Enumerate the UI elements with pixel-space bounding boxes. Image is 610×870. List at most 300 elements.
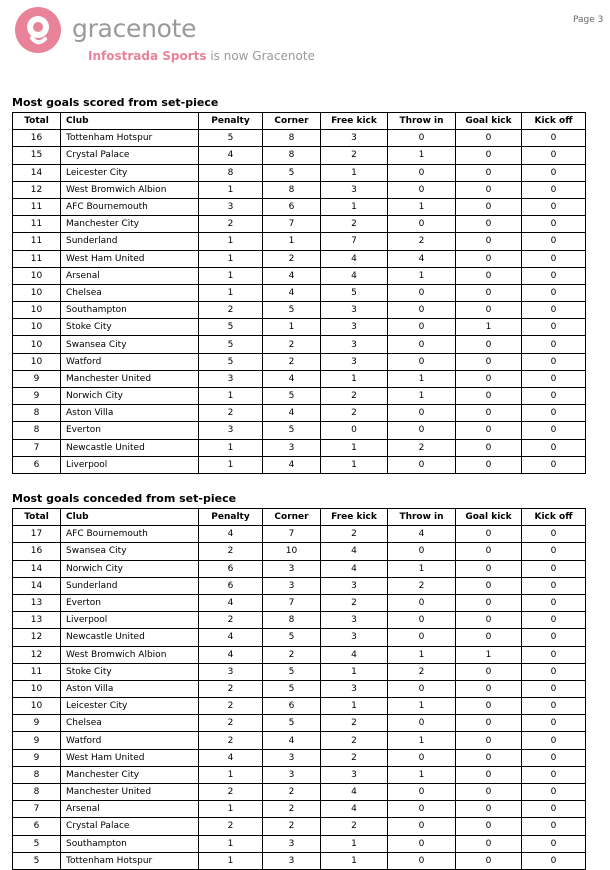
corner-cell: 5 — [263, 302, 321, 319]
throw-in-cell: 1 — [388, 560, 456, 577]
penalty-cell: 8 — [199, 164, 263, 181]
column-header-club: Club — [61, 509, 199, 526]
penalty-cell: 1 — [199, 267, 263, 284]
club-cell: Manchester United — [61, 370, 199, 387]
kick-off-cell: 0 — [522, 198, 586, 215]
goal-kick-cell: 0 — [456, 439, 522, 456]
goal-kick-cell: 0 — [456, 456, 522, 473]
goal-kick-cell: 0 — [456, 852, 522, 869]
table-row — [13, 319, 586, 336]
column-header-kick-off: Kick off — [522, 509, 586, 526]
club-cell: Swansea City — [61, 336, 199, 353]
club-cell: Everton — [61, 422, 199, 439]
penalty-cell: 2 — [199, 216, 263, 233]
table-row — [13, 698, 586, 715]
kick-off-cell: 0 — [522, 302, 586, 319]
table-row — [13, 749, 586, 766]
penalty-cell: 1 — [199, 284, 263, 301]
free-kick-cell: 3 — [321, 319, 388, 336]
club-cell: Leicester City — [61, 164, 199, 181]
kick-off-cell: 0 — [522, 284, 586, 301]
free-kick-cell: 2 — [321, 818, 388, 835]
kick-off-cell: 0 — [522, 147, 586, 164]
kick-off-cell: 0 — [522, 439, 586, 456]
corner-cell: 2 — [263, 818, 321, 835]
club-cell: West Bromwich Albion — [61, 646, 199, 663]
kick-off-cell: 0 — [522, 801, 586, 818]
goal-kick-cell: 0 — [456, 715, 522, 732]
kick-off-cell: 0 — [522, 766, 586, 783]
page-number: Page 3 — [573, 15, 604, 25]
kick-off-cell: 0 — [522, 422, 586, 439]
corner-cell: 8 — [263, 612, 321, 629]
free-kick-cell: 2 — [321, 147, 388, 164]
corner-cell: 2 — [263, 646, 321, 663]
column-header-free-kick: Free kick — [321, 509, 388, 526]
free-kick-cell: 2 — [321, 526, 388, 543]
column-header-throw-in: Throw in — [388, 509, 456, 526]
table-row — [13, 715, 586, 732]
kick-off-cell: 0 — [522, 629, 586, 646]
throw-in-cell: 0 — [388, 130, 456, 147]
kick-off-cell: 0 — [522, 267, 586, 284]
free-kick-cell: 2 — [321, 594, 388, 611]
kick-off-cell: 0 — [522, 181, 586, 198]
total-cell: 7 — [13, 439, 61, 456]
throw-in-cell: 0 — [388, 302, 456, 319]
penalty-cell: 1 — [199, 388, 263, 405]
corner-cell: 10 — [263, 543, 321, 560]
goal-kick-cell: 0 — [456, 749, 522, 766]
total-cell: 11 — [13, 233, 61, 250]
throw-in-cell: 0 — [388, 835, 456, 852]
table-row — [13, 302, 586, 319]
corner-cell: 5 — [263, 680, 321, 697]
free-kick-cell: 1 — [321, 835, 388, 852]
free-kick-cell: 4 — [321, 250, 388, 267]
goal-kick-cell: 0 — [456, 629, 522, 646]
table-row — [13, 250, 586, 267]
free-kick-cell: 3 — [321, 130, 388, 147]
penalty-cell: 1 — [199, 439, 263, 456]
table-row — [13, 629, 586, 646]
table-row — [13, 560, 586, 577]
table-row — [13, 405, 586, 422]
penalty-cell: 1 — [199, 801, 263, 818]
penalty-cell: 4 — [199, 147, 263, 164]
goal-kick-cell: 0 — [456, 543, 522, 560]
goal-kick-cell: 0 — [456, 560, 522, 577]
penalty-cell: 1 — [199, 766, 263, 783]
total-cell: 9 — [13, 388, 61, 405]
throw-in-cell: 0 — [388, 852, 456, 869]
throw-in-cell: 1 — [388, 732, 456, 749]
penalty-cell: 3 — [199, 663, 263, 680]
throw-in-cell: 2 — [388, 663, 456, 680]
free-kick-cell: 1 — [321, 370, 388, 387]
table-row — [13, 422, 586, 439]
goal-kick-cell: 1 — [456, 646, 522, 663]
free-kick-cell: 4 — [321, 784, 388, 801]
penalty-cell: 1 — [199, 233, 263, 250]
corner-cell: 3 — [263, 577, 321, 594]
goal-kick-cell: 0 — [456, 801, 522, 818]
kick-off-cell: 0 — [522, 405, 586, 422]
total-cell: 9 — [13, 732, 61, 749]
club-cell: Norwich City — [61, 388, 199, 405]
free-kick-cell: 1 — [321, 439, 388, 456]
penalty-cell: 2 — [199, 818, 263, 835]
goal-kick-cell: 0 — [456, 422, 522, 439]
club-cell: Watford — [61, 353, 199, 370]
table-row — [13, 594, 586, 611]
corner-cell: 5 — [263, 715, 321, 732]
kick-off-cell: 0 — [522, 130, 586, 147]
table-row — [13, 370, 586, 387]
total-cell: 8 — [13, 405, 61, 422]
tagline-accent: Infostrada Sports — [88, 49, 207, 63]
penalty-cell: 6 — [199, 560, 263, 577]
corner-cell: 4 — [263, 284, 321, 301]
throw-in-cell: 0 — [388, 629, 456, 646]
goal-kick-cell: 0 — [456, 766, 522, 783]
penalty-cell: 3 — [199, 198, 263, 215]
club-cell: Sunderland — [61, 233, 199, 250]
free-kick-cell: 1 — [321, 663, 388, 680]
corner-cell: 1 — [263, 319, 321, 336]
total-cell: 16 — [13, 543, 61, 560]
kick-off-cell: 0 — [522, 663, 586, 680]
table-row — [13, 130, 586, 147]
club-cell: Arsenal — [61, 801, 199, 818]
goal-kick-cell: 0 — [456, 784, 522, 801]
club-cell: Tottenham Hotspur — [61, 852, 199, 869]
throw-in-cell: 0 — [388, 818, 456, 835]
goal-kick-cell: 0 — [456, 405, 522, 422]
club-cell: Liverpool — [61, 456, 199, 473]
club-cell: Southampton — [61, 835, 199, 852]
penalty-cell: 2 — [199, 543, 263, 560]
club-cell: Tottenham Hotspur — [61, 130, 199, 147]
column-header-throw-in: Throw in — [388, 113, 456, 130]
free-kick-cell: 3 — [321, 577, 388, 594]
table-row — [13, 181, 586, 198]
corner-cell: 3 — [263, 560, 321, 577]
kick-off-cell: 0 — [522, 680, 586, 697]
throw-in-cell: 0 — [388, 784, 456, 801]
column-header-goal-kick: Goal kick — [456, 113, 522, 130]
throw-in-cell: 2 — [388, 577, 456, 594]
throw-in-cell: 1 — [388, 147, 456, 164]
penalty-cell: 5 — [199, 353, 263, 370]
club-cell: Chelsea — [61, 715, 199, 732]
goal-kick-cell: 0 — [456, 835, 522, 852]
table-row — [13, 147, 586, 164]
goal-kick-cell: 0 — [456, 302, 522, 319]
kick-off-cell: 0 — [522, 732, 586, 749]
goal-kick-cell: 0 — [456, 198, 522, 215]
kick-off-cell: 0 — [522, 216, 586, 233]
throw-in-cell: 0 — [388, 405, 456, 422]
goal-kick-cell: 0 — [456, 284, 522, 301]
free-kick-cell: 4 — [321, 267, 388, 284]
total-cell: 14 — [13, 577, 61, 594]
corner-cell: 6 — [263, 698, 321, 715]
corner-cell: 2 — [263, 250, 321, 267]
total-cell: 16 — [13, 130, 61, 147]
penalty-cell: 2 — [199, 732, 263, 749]
penalty-cell: 5 — [199, 130, 263, 147]
club-cell: Arsenal — [61, 267, 199, 284]
kick-off-cell: 0 — [522, 388, 586, 405]
free-kick-cell: 0 — [321, 422, 388, 439]
penalty-cell: 4 — [199, 526, 263, 543]
club-cell: Crystal Palace — [61, 818, 199, 835]
corner-cell: 6 — [263, 198, 321, 215]
free-kick-cell: 7 — [321, 233, 388, 250]
free-kick-cell: 4 — [321, 543, 388, 560]
kick-off-cell: 0 — [522, 749, 586, 766]
kick-off-cell: 0 — [522, 543, 586, 560]
brand-name: gracenote — [72, 14, 197, 43]
corner-cell: 5 — [263, 629, 321, 646]
throw-in-cell: 1 — [388, 698, 456, 715]
total-cell: 14 — [13, 560, 61, 577]
column-header-total: Total — [13, 509, 61, 526]
free-kick-cell: 2 — [321, 388, 388, 405]
club-cell: Newcastle United — [61, 629, 199, 646]
scored-table — [12, 112, 586, 474]
throw-in-cell: 0 — [388, 336, 456, 353]
throw-in-cell: 2 — [388, 439, 456, 456]
corner-cell: 7 — [263, 526, 321, 543]
conceded-title: Most goals conceded from set-piece — [12, 492, 237, 505]
free-kick-cell: 2 — [321, 732, 388, 749]
free-kick-cell: 3 — [321, 680, 388, 697]
goal-kick-cell: 0 — [456, 612, 522, 629]
club-cell: Stoke City — [61, 319, 199, 336]
penalty-cell: 4 — [199, 646, 263, 663]
total-cell: 11 — [13, 250, 61, 267]
kick-off-cell: 0 — [522, 250, 586, 267]
club-cell: Newcastle United — [61, 439, 199, 456]
club-cell: Manchester City — [61, 216, 199, 233]
total-cell: 13 — [13, 594, 61, 611]
corner-cell: 4 — [263, 267, 321, 284]
club-cell: AFC Bournemouth — [61, 526, 199, 543]
total-cell: 10 — [13, 698, 61, 715]
free-kick-cell: 3 — [321, 612, 388, 629]
column-header-free-kick: Free kick — [321, 113, 388, 130]
table-row — [13, 766, 586, 783]
free-kick-cell: 1 — [321, 698, 388, 715]
total-cell: 17 — [13, 526, 61, 543]
column-header-total: Total — [13, 113, 61, 130]
corner-cell: 3 — [263, 439, 321, 456]
penalty-cell: 4 — [199, 594, 263, 611]
penalty-cell: 1 — [199, 250, 263, 267]
kick-off-cell: 0 — [522, 233, 586, 250]
free-kick-cell: 3 — [321, 766, 388, 783]
corner-cell: 5 — [263, 422, 321, 439]
kick-off-cell: 0 — [522, 594, 586, 611]
kick-off-cell: 0 — [522, 164, 586, 181]
penalty-cell: 1 — [199, 181, 263, 198]
total-cell: 5 — [13, 852, 61, 869]
goal-kick-cell: 0 — [456, 267, 522, 284]
table-header-row — [13, 113, 586, 130]
corner-cell: 3 — [263, 835, 321, 852]
throw-in-cell: 1 — [388, 198, 456, 215]
table-row — [13, 852, 586, 869]
corner-cell: 4 — [263, 370, 321, 387]
corner-cell: 2 — [263, 336, 321, 353]
corner-cell: 4 — [263, 405, 321, 422]
total-cell: 12 — [13, 646, 61, 663]
conceded-table — [12, 508, 586, 870]
kick-off-cell: 0 — [522, 336, 586, 353]
throw-in-cell: 1 — [388, 267, 456, 284]
table-row — [13, 439, 586, 456]
corner-cell: 2 — [263, 353, 321, 370]
penalty-cell: 2 — [199, 612, 263, 629]
table-row — [13, 198, 586, 215]
table-row — [13, 336, 586, 353]
total-cell: 10 — [13, 680, 61, 697]
kick-off-cell: 0 — [522, 698, 586, 715]
column-header-goal-kick: Goal kick — [456, 509, 522, 526]
total-cell: 10 — [13, 267, 61, 284]
kick-off-cell: 0 — [522, 852, 586, 869]
throw-in-cell: 1 — [388, 370, 456, 387]
goal-kick-cell: 0 — [456, 164, 522, 181]
table-header-row — [13, 509, 586, 526]
penalty-cell: 2 — [199, 784, 263, 801]
club-cell: Aston Villa — [61, 405, 199, 422]
kick-off-cell: 0 — [522, 612, 586, 629]
free-kick-cell: 3 — [321, 336, 388, 353]
free-kick-cell: 3 — [321, 181, 388, 198]
total-cell: 10 — [13, 353, 61, 370]
throw-in-cell: 0 — [388, 680, 456, 697]
table-row — [13, 801, 586, 818]
penalty-cell: 5 — [199, 336, 263, 353]
table-row — [13, 164, 586, 181]
corner-cell: 1 — [263, 233, 321, 250]
goal-kick-cell: 0 — [456, 181, 522, 198]
corner-cell: 2 — [263, 801, 321, 818]
goal-kick-cell: 0 — [456, 594, 522, 611]
club-cell: Liverpool — [61, 612, 199, 629]
penalty-cell: 4 — [199, 749, 263, 766]
club-cell: Crystal Palace — [61, 147, 199, 164]
table-row — [13, 267, 586, 284]
corner-cell: 4 — [263, 456, 321, 473]
penalty-cell: 2 — [199, 405, 263, 422]
goal-kick-cell: 0 — [456, 732, 522, 749]
total-cell: 9 — [13, 370, 61, 387]
free-kick-cell: 2 — [321, 715, 388, 732]
club-cell: Aston Villa — [61, 680, 199, 697]
goal-kick-cell: 0 — [456, 130, 522, 147]
throw-in-cell: 0 — [388, 353, 456, 370]
club-cell: West Bromwich Albion — [61, 181, 199, 198]
kick-off-cell: 0 — [522, 835, 586, 852]
total-cell: 10 — [13, 302, 61, 319]
goal-kick-cell: 0 — [456, 147, 522, 164]
column-header-club: Club — [61, 113, 199, 130]
penalty-cell: 2 — [199, 680, 263, 697]
column-header-corner: Corner — [263, 113, 321, 130]
penalty-cell: 2 — [199, 698, 263, 715]
column-header-kick-off: Kick off — [522, 113, 586, 130]
table-row — [13, 663, 586, 680]
goal-kick-cell: 0 — [456, 526, 522, 543]
corner-cell: 2 — [263, 784, 321, 801]
corner-cell: 7 — [263, 216, 321, 233]
gracenote-logo — [14, 6, 62, 54]
throw-in-cell: 0 — [388, 543, 456, 560]
kick-off-cell: 0 — [522, 319, 586, 336]
throw-in-cell: 4 — [388, 526, 456, 543]
penalty-cell: 3 — [199, 370, 263, 387]
table-row — [13, 216, 586, 233]
free-kick-cell: 1 — [321, 164, 388, 181]
total-cell: 8 — [13, 784, 61, 801]
table-row — [13, 543, 586, 560]
total-cell: 8 — [13, 766, 61, 783]
throw-in-cell: 4 — [388, 250, 456, 267]
penalty-cell: 1 — [199, 835, 263, 852]
table-row — [13, 388, 586, 405]
club-cell: Watford — [61, 732, 199, 749]
kick-off-cell: 0 — [522, 560, 586, 577]
club-cell: West Ham United — [61, 250, 199, 267]
table-row — [13, 680, 586, 697]
free-kick-cell: 3 — [321, 629, 388, 646]
penalty-cell: 1 — [199, 852, 263, 869]
kick-off-cell: 0 — [522, 456, 586, 473]
goal-kick-cell: 0 — [456, 336, 522, 353]
total-cell: 6 — [13, 456, 61, 473]
throw-in-cell: 2 — [388, 233, 456, 250]
club-cell: Manchester City — [61, 766, 199, 783]
throw-in-cell: 0 — [388, 801, 456, 818]
goal-kick-cell: 1 — [456, 319, 522, 336]
club-cell: AFC Bournemouth — [61, 198, 199, 215]
kick-off-cell: 0 — [522, 818, 586, 835]
penalty-cell: 3 — [199, 422, 263, 439]
throw-in-cell: 0 — [388, 422, 456, 439]
total-cell: 12 — [13, 181, 61, 198]
total-cell: 5 — [13, 835, 61, 852]
total-cell: 10 — [13, 284, 61, 301]
throw-in-cell: 0 — [388, 319, 456, 336]
penalty-cell: 6 — [199, 577, 263, 594]
total-cell: 10 — [13, 336, 61, 353]
free-kick-cell: 4 — [321, 801, 388, 818]
free-kick-cell: 1 — [321, 852, 388, 869]
goal-kick-cell: 0 — [456, 663, 522, 680]
total-cell: 10 — [13, 319, 61, 336]
throw-in-cell: 0 — [388, 612, 456, 629]
goal-kick-cell: 0 — [456, 680, 522, 697]
throw-in-cell: 0 — [388, 594, 456, 611]
column-header-corner: Corner — [263, 509, 321, 526]
table-row — [13, 526, 586, 543]
corner-cell: 8 — [263, 181, 321, 198]
total-cell: 11 — [13, 663, 61, 680]
